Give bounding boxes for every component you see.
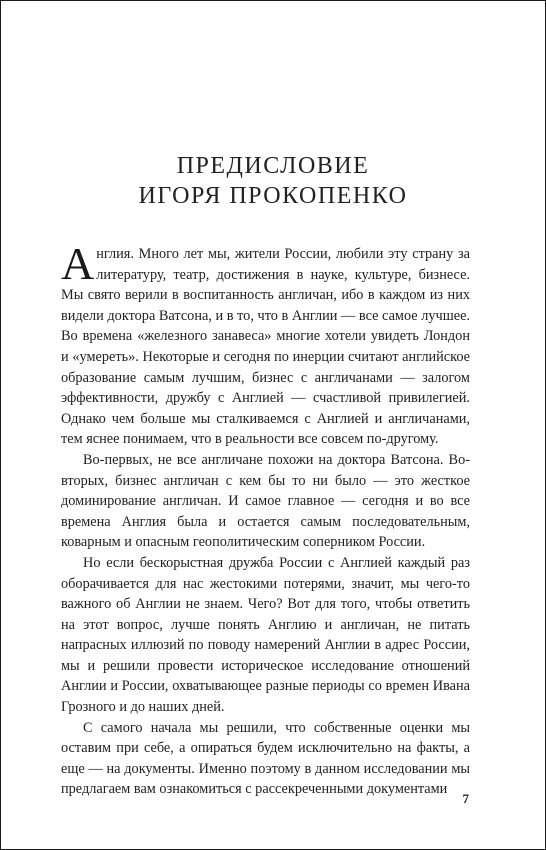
- drop-cap: А: [61, 238, 95, 289]
- paragraph-4: С самого начала мы решили, что собственные оценки мы оставим при себе, а опираться будем исключительно на факты, а еще — на документы. Именно поэтому в данном исследовании мы предлагаем вам ознакомиться с рассекреченными документами: [61, 719, 470, 798]
- paragraph-3: Но если бескорыстная дружба России с Англией каждый раз оборачивается для нас жестокими потерями, значит, мы чего-то важного об Англии не знаем. Чего? Вот для того, чтобы ответить на этот вопрос, лучше понять Англию и англичан, не питать напрасных иллюзий по поводу намерений Англии в адрес России, мы и решили провести историческое исследование отношений Англии и России, охватывающее разные периоды со времен Ивана Грозного и до наших дней.: [61, 554, 470, 716]
- heading-line-2: ИГОРЯ ПРОКОПЕНКО: [138, 183, 408, 209]
- paragraph-2: Во-первых, не все англичане похожи на доктора Ватсона. Во-вторых, бизнес англичан с кем бы то ни было — это жесткое доминирование англичан. И самое главное — сегодня и во все времена Англия была и остается самым последовательным, коварным и опасным геополитическим соперником России.: [61, 451, 470, 551]
- paragraph-1: [61, 238, 470, 450]
- body-text: [61, 238, 470, 800]
- heading-line-1: ПРЕДИСЛОВИЕ: [176, 153, 370, 179]
- chapter-heading: [1, 151, 545, 211]
- page-number: 7: [462, 791, 469, 806]
- paragraph-1-text: нглия. Много лет мы, жители России, любили эту страну за литературу, театр, достижения в науке, культуре, бизнесе. Мы свято верили в воспитанность англичан, ибо в каждом из них видели доктора Ватсона, и в то, что в Англии — все самое лучшее. Во времена «железного занавеса» многие хотели увидеть Лондон и «умереть». Некоторые и сегодня по инерции считают английское образование самым лучшим, бизнес с англичанами — залогом эффективности, дружбу с Англией — счастливой привилегией. Однако чем больше мы сталкиваемся с Англией и англичанами, тем яснее понимаем, что в реальности все совсем по-другому.: [61, 246, 470, 448]
